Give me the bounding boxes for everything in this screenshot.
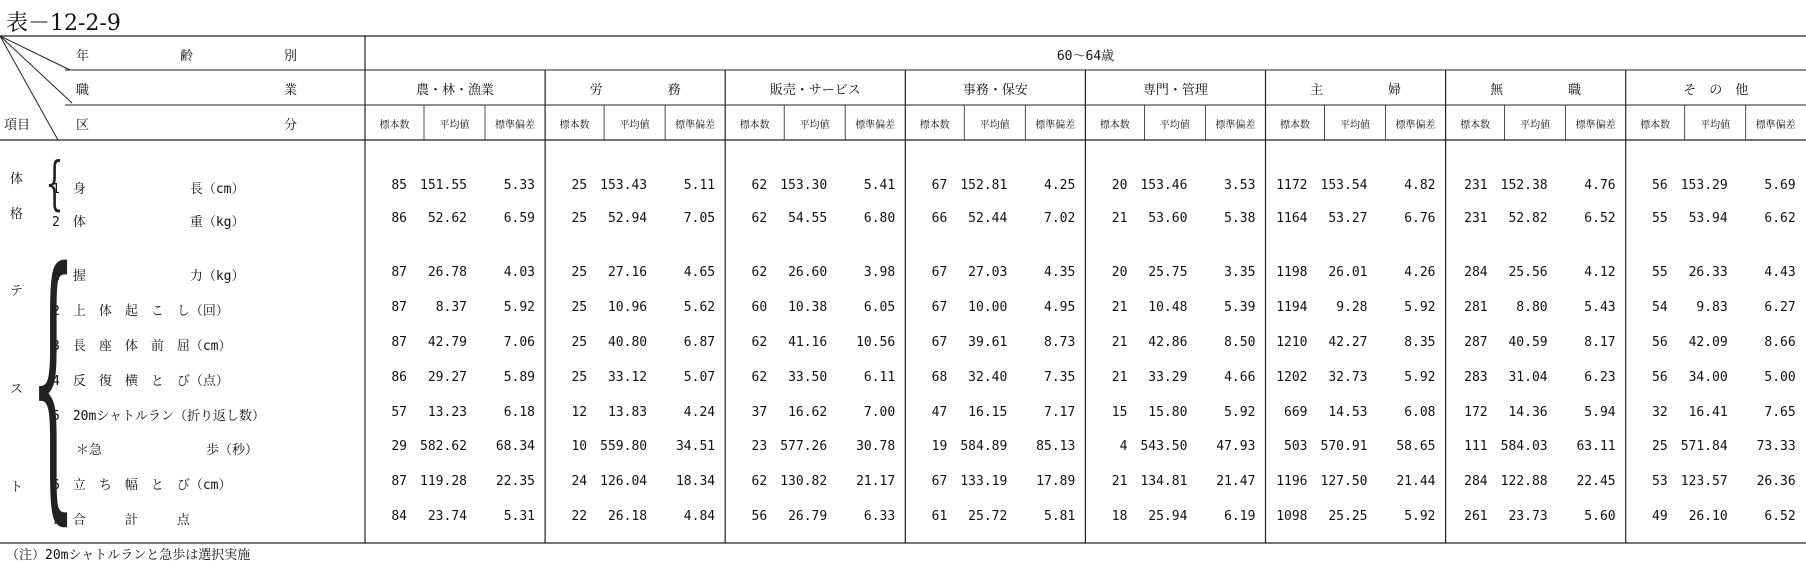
table-cell: 5.92 [1224,405,1256,420]
table-cell: 570.91 [1320,439,1368,454]
column-sub-header: 標準偏差 [675,120,716,131]
table-cell: 53 [1652,474,1668,489]
table-cell: 1172 [1276,178,1308,193]
table-cell: 281 [1464,300,1488,315]
table-cell: 6.33 [863,509,896,524]
table-cell: 33.12 [607,370,648,385]
table-cell: 56 [751,509,768,524]
occupation-header: 無 職 [1490,83,1582,98]
table-cell: 23 [751,439,768,454]
table-cell: 25 [571,265,588,280]
table-cell: 4.82 [1404,178,1436,193]
table-cell: 68.34 [495,439,535,454]
table-cell: 14.36 [1508,405,1548,420]
table-cell: 47 [931,405,948,420]
table-cell: 66 [931,211,948,226]
table-cell: 130.82 [780,474,828,489]
column-sub-header: 平均値 [1700,120,1731,131]
table-cell: 5.07 [683,370,716,385]
column-sub-header: 標準偏差 [1395,120,1436,131]
header-item-label: 項目 [4,118,31,133]
table-cell: 86 [391,211,407,226]
table-cell: 8.80 [1516,300,1548,315]
table-cell: 15.80 [1148,405,1188,420]
table-cell: 41.16 [788,335,828,350]
table-cell: 6.08 [1404,405,1436,420]
table-cell: 58.65 [1396,439,1436,454]
table-cell: 4.35 [1044,265,1076,280]
table-cell: 5.89 [503,370,535,385]
column-sub-header: 平均値 [1159,120,1190,131]
table-cell: 584.03 [1500,439,1548,454]
table-cell: 287 [1464,335,1488,350]
table-cell: 57 [391,405,407,420]
table-cell: 1098 [1276,509,1308,524]
table-cell: 1202 [1276,370,1308,385]
table-cell: 6.59 [503,211,535,226]
table-cell: 6.18 [503,405,535,420]
table-cell: 63.11 [1576,439,1616,454]
table-cell: 21 [1111,300,1128,315]
table-cell: 52.44 [968,211,1008,226]
table-cell: 3.35 [1224,265,1256,280]
table-cell: 30.78 [856,439,896,454]
column-sub-header: 標本数 [379,120,410,131]
table-cell: 6.87 [683,335,716,350]
table-cell: 54 [1652,300,1668,315]
column-sub-header: 標本数 [1460,120,1491,131]
column-sub-header: 標準偏差 [1215,120,1256,131]
table-cell: 126.04 [600,474,648,489]
table-cell: 5.92 [1404,370,1436,385]
table-cell: 543.50 [1140,439,1188,454]
table-cell: 7.06 [503,335,535,350]
table-cell: 55 [1652,211,1668,226]
table-cell: 5.92 [1404,300,1436,315]
table-cell: 127.50 [1320,474,1368,489]
table-cell: 26.78 [427,265,467,280]
table-cell: 4.65 [683,265,716,280]
table-cell: 56 [1652,370,1668,385]
header-age-label: 年 齢 別 [76,49,298,64]
table-cell: 27.03 [968,265,1008,280]
table-cell: 5.69 [1764,178,1796,193]
table-cell: 26.60 [788,265,828,280]
table-cell: 73.33 [1756,439,1796,454]
column-sub-header: 平均値 [439,120,470,131]
table-cell: 559.80 [600,439,648,454]
table-cell: 53.60 [1148,211,1188,226]
table-cell: 23.74 [427,509,467,524]
table-cell: 32.73 [1328,370,1368,385]
table-cell: 67 [931,300,948,315]
table-cell: 18.34 [675,474,716,489]
table-cell: 231 [1464,211,1488,226]
table-cell: 21.44 [1396,474,1436,489]
table-cell: 20 [1111,178,1128,193]
table-cell: 42.86 [1148,335,1188,350]
table-cell: 13.83 [607,405,648,420]
table-cell: 6.52 [1584,211,1616,226]
row-label: 2 上 体 起 こ し（回） [52,304,229,319]
table-cell: 62 [751,335,768,350]
table-cell: 10 [571,439,588,454]
table-cell: 5.31 [503,509,535,524]
table-cell: 4.95 [1044,300,1076,315]
column-sub-header: 標本数 [1280,120,1310,131]
table-cell: 33.29 [1148,370,1188,385]
table-title: 表－12-2-9 [6,11,121,36]
footnote: （注）20mシャトルランと急歩は選択実施 [6,548,251,563]
table-cell: 86 [391,370,407,385]
table-cell: 87 [391,265,407,280]
table-cell: 40.59 [1508,335,1548,350]
table-cell: 1164 [1276,211,1308,226]
occupation-header: 事務・保安 [962,83,1028,98]
table-cell: 7.02 [1044,211,1076,226]
table-cell: 25.72 [968,509,1008,524]
table-cell: 87 [391,474,407,489]
table-cell: 29 [391,439,407,454]
table-cell: 24 [571,474,588,489]
table-cell: 34.00 [1688,370,1728,385]
table-cell: 5.11 [683,178,716,193]
table-cell: 8.73 [1044,335,1076,350]
table-cell: 53.27 [1328,211,1368,226]
table-cell: 32 [1652,405,1668,420]
table-cell: 62 [751,265,768,280]
table-cell: 21 [1111,370,1128,385]
table-cell: 9.28 [1336,300,1368,315]
table-cell: 17.89 [1036,474,1076,489]
table-cell: 31.04 [1508,370,1548,385]
table-cell: 6.19 [1224,509,1256,524]
group-label-char: ト [10,480,24,495]
table-cell: 21 [1111,335,1128,350]
table-cell: 5.43 [1584,300,1616,315]
table-cell: 3.98 [863,265,896,280]
occupation-header: 農・林・漁業 [416,83,495,98]
column-sub-header: 標準偏差 [495,120,535,131]
occupation-header: 労 務 [589,83,681,98]
table-cell: 503 [1284,439,1308,454]
table-cell: 37 [751,405,768,420]
table-cell: 27.16 [607,265,648,280]
table-cell: 16.15 [968,405,1008,420]
column-sub-header: 平均値 [1340,120,1370,131]
column-sub-header: 平均値 [1520,120,1551,131]
table-cell: 4.03 [503,265,535,280]
table-cell: 52.62 [427,211,467,226]
table-cell: 56 [1652,178,1668,193]
table-cell: 4.66 [1224,370,1256,385]
table-cell: 9.83 [1696,300,1728,315]
table-cell: 283 [1464,370,1488,385]
table-cell: 6.05 [863,300,896,315]
table-cell: 6.76 [1404,211,1436,226]
row-label: 4 反 復 横 と び（点） [52,374,229,389]
group-label-char: 体 [10,172,24,187]
table-cell: 152.38 [1500,178,1548,193]
table-cell: 22 [571,509,588,524]
group-label-char: テ [10,284,24,299]
group-label-char: ス [10,382,24,397]
table-cell: 153.54 [1320,178,1368,193]
row-label: 6 立 ち 幅 と び（cm） [52,478,232,493]
table-cell: 18 [1111,509,1128,524]
table-cell: 1196 [1276,474,1308,489]
table-cell: 67 [931,474,948,489]
table-cell: 10.38 [788,300,828,315]
table-cell: 19 [931,439,948,454]
table-cell: 4.26 [1404,265,1436,280]
table-cell: 6.23 [1584,370,1616,385]
table-cell: 4.24 [683,405,716,420]
table-cell: 42.79 [427,335,467,350]
column-sub-header: 標準偏差 [855,120,896,131]
table-cell: 26.36 [1756,474,1796,489]
table-cell: 111 [1464,439,1488,454]
table-cell: 133.19 [960,474,1008,489]
table-cell: 7.00 [863,405,896,420]
table-cell: 55 [1652,265,1668,280]
table-cell: 7.65 [1764,405,1796,420]
table-cell: 6.80 [863,211,896,226]
table-cell: 151.55 [420,178,467,193]
table-cell: 10.48 [1148,300,1188,315]
table-cell: 60 [751,300,768,315]
table-cell: 42.09 [1688,335,1728,350]
table-cell: 1210 [1276,335,1308,350]
column-sub-header: 標本数 [1099,120,1130,131]
column-sub-header: 標準偏差 [1575,120,1616,131]
row-label: 3 長 座 体 前 屈（cm） [52,339,232,354]
row-label: 1 身 長（cm） [52,182,245,197]
table-cell: 47.93 [1216,439,1256,454]
table-cell: 6.62 [1764,211,1796,226]
table-cell: 25 [571,335,588,350]
occupation-header: 専門・管理 [1142,83,1208,98]
table-cell: 119.28 [420,474,467,489]
table-cell: 40.80 [607,335,648,350]
table-cell: 16.62 [788,405,828,420]
row-label: ＊急 歩（秒） [76,443,259,458]
table-cell: 10.96 [607,300,648,315]
table-cell: 62 [751,211,768,226]
row-label: 5 20mシャトルラン（折り返し数） [52,409,266,424]
table-cell: 22.45 [1576,474,1616,489]
group-brace: { [45,149,64,217]
table-cell: 152.81 [960,178,1008,193]
table-cell: 87 [391,335,407,350]
table-cell: 25 [571,300,588,315]
table-cell: 26.10 [1688,509,1728,524]
table-cell: 4.84 [683,509,716,524]
table-cell: 4 [1119,439,1128,454]
table-cell: 14.53 [1328,405,1368,420]
table-cell: 261 [1464,509,1488,524]
table-cell: 62 [751,370,768,385]
table-cell: 26.79 [788,509,828,524]
table-cell: 4.43 [1764,265,1796,280]
table-cell: 153.30 [780,178,828,193]
column-sub-header: 標本数 [1640,120,1671,131]
table-cell: 21.17 [856,474,896,489]
table-cell: 6.27 [1764,300,1796,315]
table-cell: 20 [1111,265,1128,280]
table-cell: 5.62 [683,300,716,315]
group-label-char: 格 [10,207,24,222]
table-cell: 87 [391,300,407,315]
table-cell: 284 [1464,265,1488,280]
table-cell: 21 [1111,474,1128,489]
table-cell: 1198 [1276,265,1308,280]
table-cell: 25 [571,370,588,385]
table-cell: 16.41 [1688,405,1728,420]
table-cell: 21.47 [1216,474,1256,489]
table-cell: 39.61 [968,335,1008,350]
table-cell: 5.33 [503,178,535,193]
table-cell: 5.92 [503,300,535,315]
table-cell: 53.94 [1688,211,1728,226]
column-sub-header: 標本数 [919,120,950,131]
table-cell: 62 [751,178,768,193]
table-cell: 21 [1111,211,1128,226]
table-cell: 8.17 [1584,335,1616,350]
table-cell: 22.35 [495,474,535,489]
table-cell: 52.94 [607,211,648,226]
column-sub-header: 標本数 [559,120,590,131]
column-sub-header: 標本数 [739,120,770,131]
table-cell: 25.25 [1328,509,1368,524]
table-cell: 172 [1464,405,1488,420]
table-cell: 29.27 [427,370,467,385]
group-brace: { [30,212,77,549]
table-cell: 49 [1652,509,1668,524]
table-cell: 25 [1652,439,1668,454]
table-cell: 153.29 [1680,178,1728,193]
table-cell: 10.00 [968,300,1008,315]
table-cell: 25.56 [1508,265,1548,280]
table-cell: 42.27 [1328,335,1368,350]
table-cell: 8.35 [1404,335,1436,350]
table-cell: 85 [391,178,407,193]
table-cell: 5.39 [1224,300,1256,315]
table-cell: 5.60 [1584,509,1616,524]
table-cell: 67 [931,178,948,193]
table-cell: 4.25 [1044,178,1076,193]
table-cell: 54.55 [788,211,828,226]
table-cell: 577.26 [780,439,828,454]
table-cell: 669 [1284,405,1308,420]
table-cell: 5.94 [1584,405,1616,420]
table-cell: 61 [931,509,948,524]
column-sub-header: 標準偏差 [1035,120,1076,131]
table-cell: 26.01 [1328,265,1368,280]
table-cell: 62 [751,474,768,489]
table-cell: 5.81 [1044,509,1076,524]
table-cell: 582.62 [420,439,467,454]
table-cell: 68 [931,370,948,385]
table-cell: 34.51 [675,439,716,454]
table-cell: 3.53 [1224,178,1256,193]
table-cell: 123.57 [1680,474,1728,489]
table-cell: 584.89 [960,439,1008,454]
table-cell: 7.17 [1044,405,1076,420]
table-cell: 153.43 [600,178,648,193]
table-cell: 5.00 [1764,370,1796,385]
column-sub-header: 標準偏差 [1755,120,1796,131]
table-cell: 25 [571,178,588,193]
table-cell: 1194 [1276,300,1308,315]
table-cell: 5.41 [863,178,896,193]
table-cell: 26.18 [607,509,648,524]
table-cell: 26.33 [1688,265,1728,280]
header-category-label: 区 分 [76,118,298,133]
table-cell: 8.50 [1224,335,1256,350]
table-cell: 15 [1111,405,1128,420]
table-cell: 25.94 [1148,509,1188,524]
table-cell: 67 [931,335,948,350]
table-cell: 23.73 [1508,509,1548,524]
table-cell: 10.56 [856,335,896,350]
occupation-header: 販売・サービス [769,83,861,98]
table-cell: 67 [931,265,948,280]
table-cell: 13.23 [427,405,467,420]
table-cell: 25.75 [1148,265,1188,280]
row-label: 7 合 計 点 [52,513,190,528]
table-cell: 284 [1464,474,1488,489]
table-cell: 12 [571,405,588,420]
table-cell: 571.84 [1680,439,1728,454]
table-cell: 56 [1652,335,1668,350]
column-sub-header: 平均値 [799,120,830,131]
row-label: 2 体 重（kg） [52,215,245,230]
table-cell: 8.37 [435,300,467,315]
table-cell: 84 [391,509,407,524]
row-label: 1 握 力（kg） [52,269,245,284]
column-sub-header: 平均値 [979,120,1010,131]
table-cell: 153.46 [1140,178,1188,193]
table-cell: 32.40 [968,370,1008,385]
header-age-group: 60～64歳 [1056,49,1115,64]
table-cell: 122.88 [1500,474,1548,489]
column-sub-header: 平均値 [619,120,650,131]
occupation-header: そ の 他 [1683,83,1749,98]
table-cell: 6.11 [863,370,896,385]
table-cell: 85.13 [1036,439,1076,454]
table-cell: 33.50 [788,370,828,385]
table-cell: 7.35 [1044,370,1076,385]
table-cell: 8.66 [1764,335,1796,350]
table-cell: 4.12 [1584,265,1616,280]
table-cell: 5.38 [1224,211,1256,226]
table-cell: 52.82 [1508,211,1548,226]
table-cell: 6.52 [1764,509,1796,524]
table-cell: 4.76 [1584,178,1616,193]
table-cell: 7.05 [683,211,716,226]
table-cell: 134.81 [1140,474,1188,489]
occupation-header: 主 婦 [1310,83,1402,98]
table-cell: 231 [1464,178,1488,193]
table-cell: 5.92 [1404,509,1436,524]
table-cell: 25 [571,211,588,226]
header-occupation-label: 職 業 [76,83,298,98]
